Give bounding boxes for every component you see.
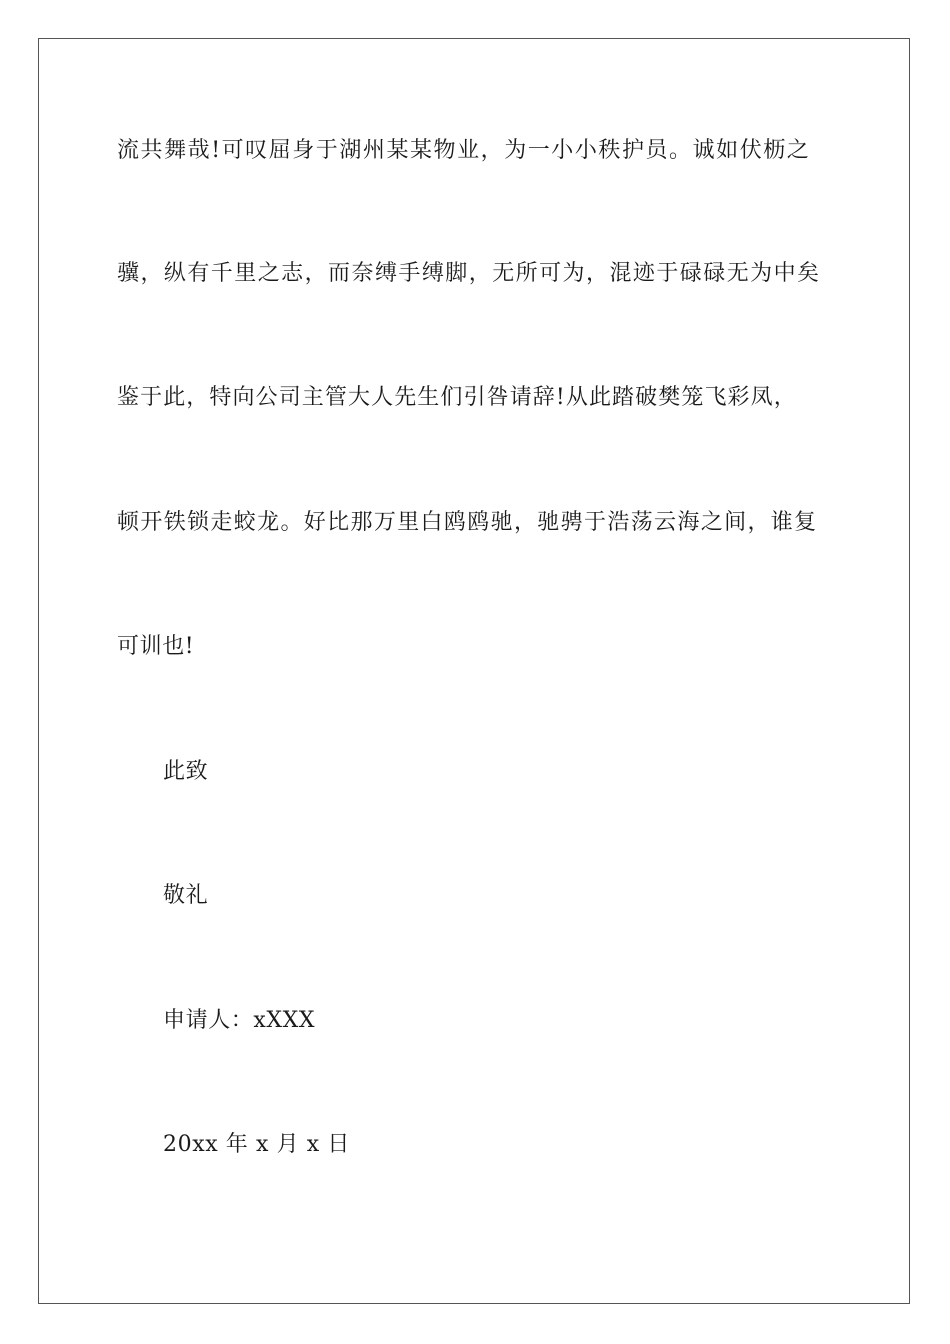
applicant-signature: 申请人：xXXX — [163, 1008, 316, 1033]
body-line-1: 流共舞哉!可叹屈身于湖州某某物业，为一小小秩护员。诚如伏枥之 — [117, 138, 811, 163]
body-line-3: 鉴于此，特向公司主管大人先生们引咎请辞!从此踏破樊笼飞彩凤， — [117, 385, 797, 410]
body-line-5: 可训也! — [117, 634, 195, 659]
page-border — [38, 38, 910, 1304]
date-line: 20xx 年 x 月 x 日 — [163, 1132, 350, 1157]
salutation: 敬礼 — [163, 883, 209, 908]
closing-phrase: 此致 — [163, 759, 209, 784]
body-line-2: 骥，纵有千里之志，而奈缚手缚脚，无所可为，混迹于碌碌无为中矣 — [117, 261, 821, 286]
body-line-4: 顿开铁锁走蛟龙。好比那万里白鸥鸥驰，驰骋于浩荡云海之间，谁复 — [117, 510, 818, 535]
